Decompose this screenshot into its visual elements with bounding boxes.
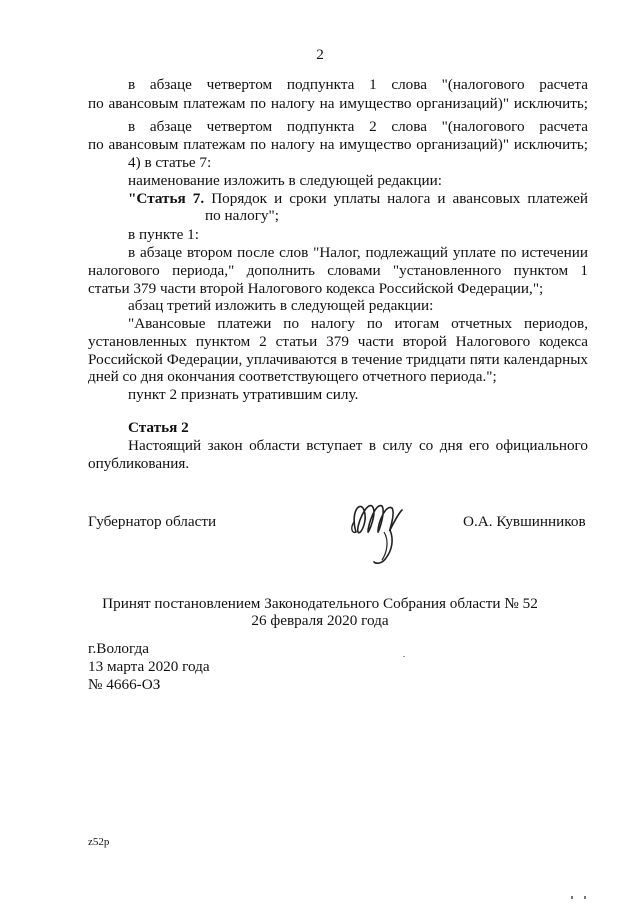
body-line: наименование изложить в следующей редакции: xyxy=(128,172,442,189)
signature-position: Губернатор области xyxy=(88,513,217,530)
body-line: "Авансовые платежи по налогу по итогам отчетных периодов, xyxy=(128,315,588,332)
article2-text: опубликования. xyxy=(88,455,190,472)
body-line: в пункте 1: xyxy=(128,226,199,243)
signature-name: О.А. Кувшинников xyxy=(463,513,586,530)
adoption-line: Принят постановлением Законодательного Собрания области № 52 xyxy=(102,595,538,612)
body-line: статьи 379 части второй Налогового кодекса Российской Федерации,"; xyxy=(88,280,544,297)
scan-speck xyxy=(403,656,405,657)
body-line: по авансовым платежам по налогу на имущество организаций)" исключить; xyxy=(88,95,588,112)
body-line: 4) в статье 7: xyxy=(128,154,212,171)
body-line: пункт 2 признать утратившим силу. xyxy=(128,386,359,403)
city: г.Вологда xyxy=(88,640,149,657)
scan-speck xyxy=(571,896,573,899)
body-line: по авансовым платежам по налогу на имущество организаций)" исключить; xyxy=(88,136,588,153)
body-line: в абзаце четвертом подпункта 2 слова "(налогового расчета xyxy=(128,118,588,135)
adoption-date: 26 февраля 2020 года xyxy=(251,612,389,629)
body-line: абзац третий изложить в следующей редакции: xyxy=(128,297,434,314)
body-line: в абзаце четвертом подпункта 1 слова "(налогового расчета xyxy=(128,76,588,93)
article7-heading xyxy=(128,190,588,207)
article7-heading-label: "Статья 7. xyxy=(128,190,205,207)
body-line: дней со дня окончания соответствующего отчетного периода."; xyxy=(88,368,497,385)
body-line: по налогу"; xyxy=(205,207,279,224)
footer-code: z52p xyxy=(88,836,110,848)
article2-text: Настоящий закон области вступает в силу со дня его официального xyxy=(128,437,588,454)
sign-date: 13 марта 2020 года xyxy=(88,658,210,675)
body-line: в абзаце втором после слов "Налог, подлежащий уплате по истечении xyxy=(128,244,588,261)
handwritten-signature-icon xyxy=(346,492,408,570)
body-line: установленных пунктом 2 статьи 379 части второй Налогового кодекса xyxy=(88,333,588,350)
article7-heading-text: Порядок и сроки уплаты налога и авансовых платежей xyxy=(211,190,588,207)
page-number: 2 xyxy=(316,46,324,63)
law-number: № 4666-ОЗ xyxy=(88,676,161,693)
body-line: Российской Федерации, уплачиваются в течение тридцати пяти календарных xyxy=(88,351,588,368)
scan-speck xyxy=(584,896,586,899)
article2-title: Статья 2 xyxy=(128,419,189,436)
body-line: налогового периода," дополнить словами "установленного пунктом 1 xyxy=(88,262,588,279)
